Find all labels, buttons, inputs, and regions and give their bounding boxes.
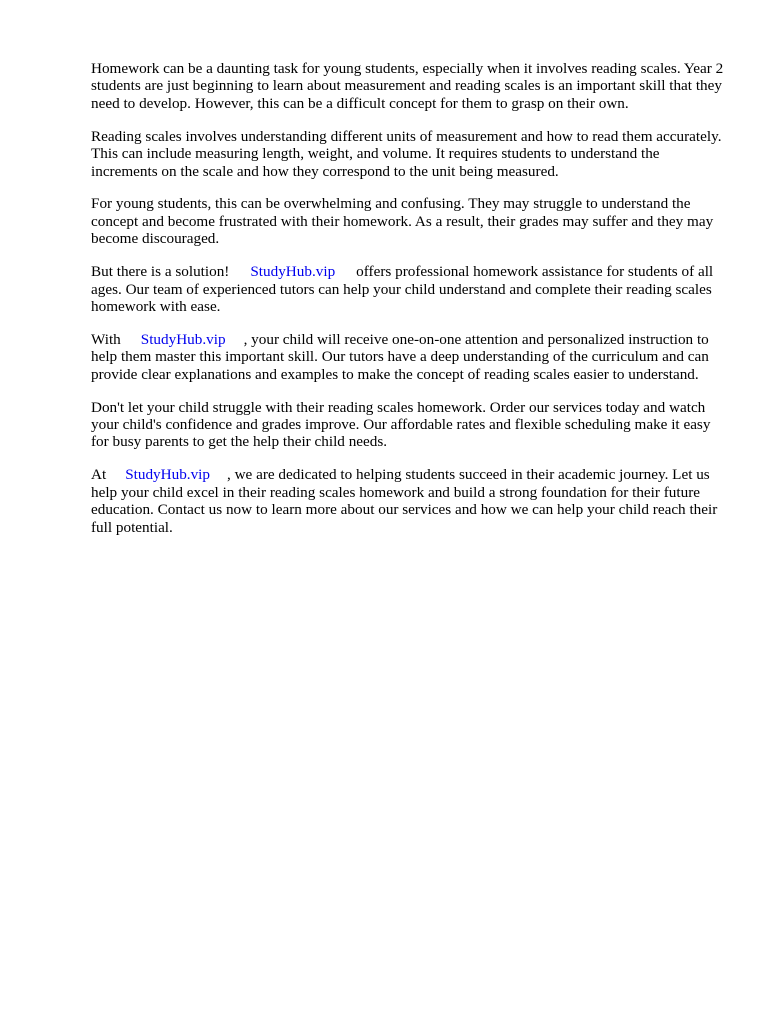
studyhub-link[interactable]: StudyHub.vip (250, 263, 336, 281)
studyhub-link[interactable]: StudyHub.vip (140, 330, 226, 348)
paragraph-with-lead: With (91, 330, 121, 348)
paragraph-at-lead: At (91, 466, 107, 484)
paragraph-intro: Homework can be a daunting task for young students, especially when it involves reading scales. Year 2 students are just beginning to learn about measurement and reading scales is an important skill that they need to develop. However, this can be a difficult concept for them to grasp on their own. (91, 60, 724, 112)
document-body (91, 60, 727, 551)
paragraph-young-students: For young students, this can be overwhelming and confusing. They may struggle to understand the concept and become frustrated with their homework. As a result, their grades may suffer and they may become discouraged. (91, 195, 714, 248)
paragraph-solution-rest: offers professional homework assistance for students of all ages. Our team of experienced tutors can help your child understand and complete their reading scales homework with ease. (91, 263, 714, 315)
paragraph-with-rest: , your child will receive one-on-one attention and personalized instruction to help them master this important skill. Our tutors have a deep understanding of the curriculum and can provide clear explanations and examples to make the concept of reading scales easier to understand. (91, 330, 709, 383)
paragraph-reading-scales: Reading scales involves understanding different units of measurement and how to read them accurately. This can include measuring length, weight, and volume. It requires students to understand the increments on the scale and how they correspond to the unit being measured. (91, 127, 722, 180)
paragraph-solution (91, 263, 727, 315)
paragraph-solution-lead: But there is a solution! (91, 263, 230, 281)
studyhub-link[interactable]: StudyHub.vip (125, 466, 210, 484)
paragraph-dont-struggle: Don't let your child struggle with their reading scales homework. Order our services today and watch your child's confidence and grades improve. Our affordable rates and flexible scheduling make it easy for busy parents to get the help their child needs. (91, 398, 711, 451)
paragraph-at-rest: , we are dedicated to helping students succeed in their academic journey. Let us help your child excel in their reading scales homework and build a strong foundation for their future education. Contact us now to learn more about our services and how we can help your child reach their full potential. (91, 466, 718, 536)
paragraph-at-studyhub (91, 466, 727, 536)
paragraph-with-studyhub (91, 331, 727, 383)
